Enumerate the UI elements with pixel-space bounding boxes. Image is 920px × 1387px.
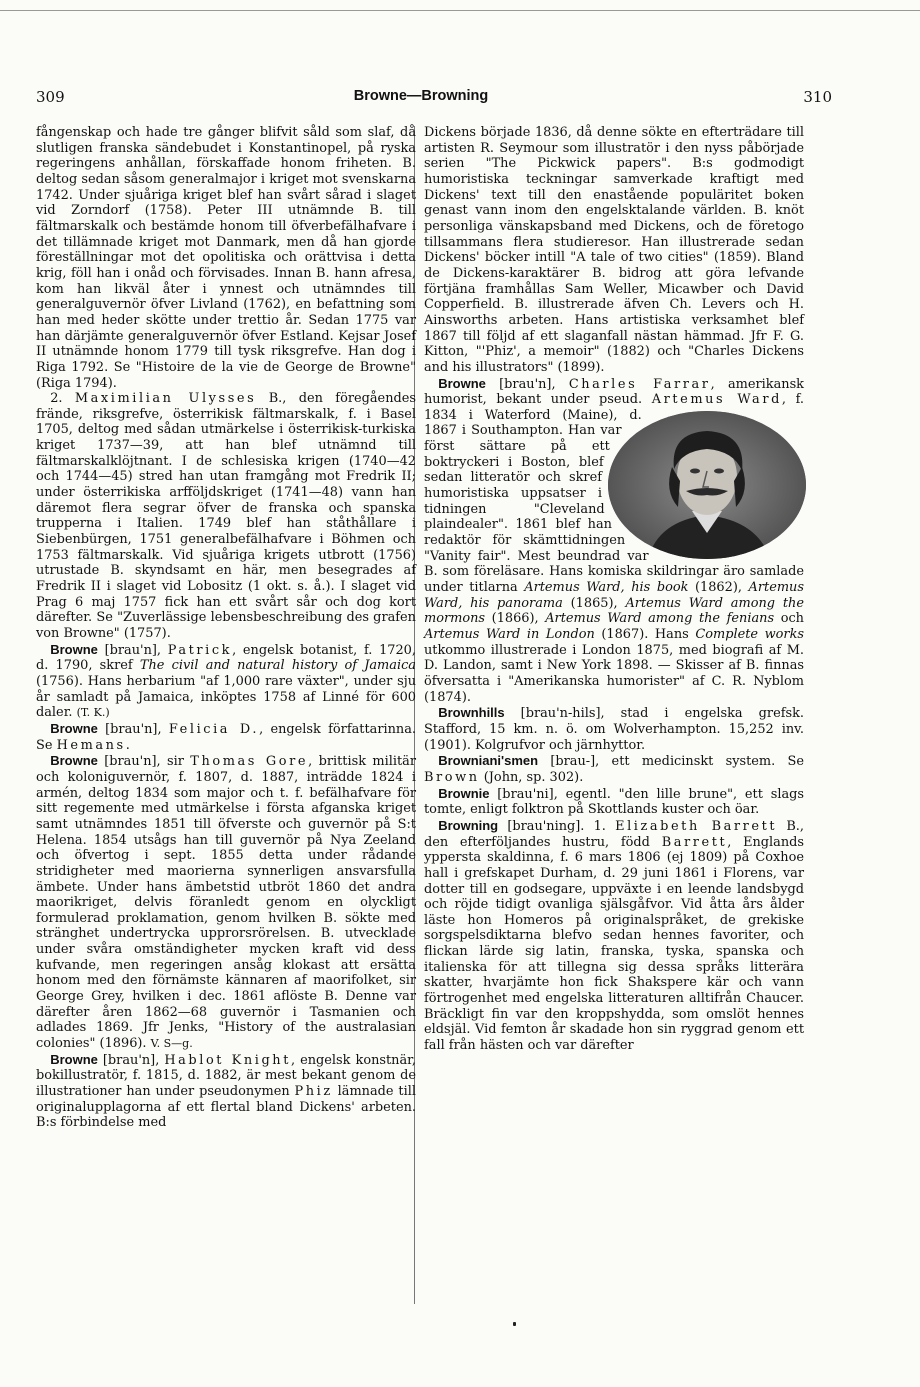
entry-patrick-browne: Browne [brau'n], Patrick, engelsk botanist, f. 1720, d. 1790, skref The civil and natural history of Jamaica (1756). Hans herbarium "af 1,000 rare växter", under sju år samladt på Jamaica, inköptes 1758 af Linné för 600 daler. (T. K.)	[36, 641, 416, 721]
entry-name: Thomas Gore	[190, 754, 309, 770]
entry-felicia-browne: Browne [brau'n], Felicia D., engelsk författarinna. Se Hemans.	[36, 720, 416, 753]
author-signature: V. S—g.	[150, 1037, 193, 1051]
entry-name: Charles Farrar	[568, 376, 711, 392]
page-header	[36, 88, 832, 110]
entry-thomas-gore-browne: Browne [brau'n], sir Thomas Gore, brittisk militär och koloniguvernör, f. 1807, d. 1887, inträdde 1824 i armén, deltog 1834 som major och t. f. befälhafvare för sitt regemente med utmärkelse i första afganska kriget samt utnämndes 1851 till öfverste och guvernör på S:t Helena. 1854 utsågs han till guvernör på Nya Zeeland och öfvertog i sept. 1855 detta under rådande stridigheter med maorierna synnerligen ansvarsfulla ämbete. Under hans ämbetstid utbröt 1860 det andra maorikriget, delvis föranledt genom en olyckligt formulerad proklamation, genom hvilken B. sökte med stränghet undertrycka upprorsrörelsen. B. utvecklade under svåra omständigheter mycken kraft vid dess kufvande, men regeringen ansåg klokast att ersätta honom med den förnämste kännaren af maorifolket, sir George Grey, hvilken i dec. 1861 aflöste B. Denne var därefter åren 1862—68 guvernör i Tasmanien och adlades 1869. Jfr Jenks, "History of the australasian colonies" (1896). V. S—g.	[36, 753, 417, 1052]
entry-brownie: Brownie [brau'ni], egentl. "den lille brune", ett slags tomte, enligt folktron på Skottlands kuster och öar.	[424, 785, 804, 818]
work-title: Artemus Ward, his book	[524, 580, 689, 596]
work-title: The civil and natural history of Jamaica	[139, 658, 416, 674]
entry-name: Hablot Knight	[164, 1052, 291, 1068]
running-title: Browne—Browning	[353, 88, 489, 104]
entry-brownianismen: Browniani'smen [brau-], ett medicinskt system. Se Brown (John, sp. 302).	[424, 753, 804, 785]
portrait-icon	[608, 411, 806, 559]
headword: Browne	[50, 641, 98, 657]
work-title: Artemus Ward among the fenians	[545, 611, 775, 627]
top-rule	[0, 10, 920, 11]
pseudonym: Phiz	[294, 1084, 333, 1100]
headword: Brownhills	[438, 705, 505, 721]
cross-reference: Hemans	[56, 737, 126, 753]
headword: Browne	[438, 375, 486, 391]
author-signature: (T. K.)	[76, 706, 110, 720]
right-column	[424, 125, 804, 1054]
page-number-right: 310	[803, 88, 832, 106]
pseudonym: Artemus Ward	[651, 392, 782, 408]
left-column	[36, 125, 416, 1131]
maiden-name: Barrett	[661, 834, 728, 850]
cross-reference: Brown	[424, 769, 480, 785]
entry-name: Patrick	[167, 642, 233, 658]
entry-hablot-knight-browne: Browne [brau'n], Hablot Knight, engelsk konstnär, bokillustratör, f. 1815, d. 1882, är mest bekant genom de illustrationer han under pseudonymen Phiz lämnade till originalupplagorna af ett flertal bland Dickens' arbeten. B:s förbindelse med	[36, 1051, 417, 1131]
entry-name: Felicia D.	[168, 721, 260, 737]
entry-charles-farrar-browne: Browne [brau'n], Charles Farrar, amerikansk humorist, bekant under pseud. Artemus Ward , f. 1834 i Waterford (Maine), d. 1867 i Southampton. Han var först sättare på ett boktryckeri i Boston, blef sedan litteratör och skref humoristiska uppsatser i tidningen "Cleveland plaindealer". 1861 blef han redaktör för skämttidningen "Vanity fair". Mest beundrad var B. som föreläsare. Hans komiska skildringar äro samlade under titlarna Artemus Ward, his book (1862), Artemus Ward, his panorama (1865), Artemus Ward among the mormons (1866), Artemus Ward among the fenians och Artemus Ward in London (1867). Hans Complete works utkommo illustrerade i London 1875, med biografi af M. D. Landon, samt i New York 1898. — Skisser af B. finnas öfversatta i "Amerikanska humorister" af C. R. Nyblom (1874).	[424, 375, 804, 705]
footer-mark	[513, 1322, 516, 1326]
entry-continuation-george-browne: fångenskap och hade tre gånger blifvit såld som slaf, då slutligen franska sändebudet i Konstantinopel, på ryska regeringens anhållan, förskaffade honom friheten. B. deltog sedan såsom generalmajor i kriget mot svenskarna 1742. Under sjuåriga kriget blef han svårt sårad i slaget vid Zorndorf (1758). Peter III utnämnde B. till fältmarskalk och bestämde honom till öfverbefälhafvare i det tillämnade kriget mot Danmark, men då han gjorde föreställningar mot det opolitiska och orättvisa i detta krig, föll han i onåd och förvisades. Innan B. hann afresa, kom han likväl åter i ynnest och utnämndes till generalguvernör öfver Livland (1762), en befattning som han med heder skötte under trettio år. Sedan 1775 var han därjämte generalguvernör öfver Estland. Kejsar Josef II utnämnde honom 1779 till tysk riksgrefve. Han dog i Riga 1792. Se "Histoire de la vie de George de Browne" (Riga 1794).	[36, 125, 416, 391]
headword: Browne	[50, 1051, 98, 1067]
entry-browning: Browning [brau'ning]. 1. Elizabeth Barrett B., den efterföljandes hustru, född Barrett, Englands yppersta skaldinna, f. 6 mars 1806 (ej 1809) på Coxhoe hall i grefskapet Durham, d. 29 juni 1861 i Florens, var dotter till en godsegare, uppväxte i en leende landsbygd och röjde tidigt ovanliga själsgåfvor. Vid åtta års ålder läste hon Homeros på originalspråket, de grekiske sorgspelsdiktarna blefvo sedan hennes favoriter, och flickan lärde sig latin, franska, tyska, spanska och italienska för att tillegna sig dessa språks litterära skatter, hvarjämte hon fick Shakspere kär och vann förtrogenhet med engelska litteraturen alltifrån Chaucer. Bräckligt fin var den kroppshydda, som omslöt hennes eldsjäl. Vid femton år skadade hon sin ryggrad genom ett fall från hästen och var därefter	[424, 817, 805, 1054]
work-title: Artemus Ward among the mormons	[424, 595, 804, 627]
entry-brownhills: Brownhills [brau'n-hils], stad i engelska grefsk. Stafford, 15 km. n. ö. om Wolverhampton. 15,252 inv. (1901). Kolgrufvor och järnhyttor.	[424, 705, 804, 753]
work-title: Artemus Ward, his panorama	[424, 580, 804, 611]
work-title: Artemus Ward in London	[424, 627, 595, 642]
entry-name: Maximilian Ulysses	[74, 391, 257, 407]
headword: Browniani'smen	[438, 753, 539, 769]
work-title: Complete works	[695, 627, 804, 642]
headword: Browning	[438, 817, 499, 833]
headword: Browne	[50, 720, 98, 736]
page-number-left: 309	[36, 88, 65, 106]
headword: Brownie	[438, 785, 490, 801]
entry-continuation-hablot-knight-browne: Dickens började 1836, då denne sökte en efterträdare till artisten R. Seymour som illustratör i den nyss påbörjade serien "The Pickwick papers". B:s godmodigt humoristiska teckningar samverkade kraftigt med Dickens' text till den enastående populäritet boken genast vann inom den engelsktalande världen. B. knöt personliga vänskapsband med Dickens, och de företogo tillsammans flera studieresor. Han illustrerade sedan Dickens' böcker intill "A tale of two cities" (1859). Bland de Dickens-karaktärer B. bidrog att göra lefvande förtjäna framhållas Sam Weller, Micawber och David Copperfield. B. illustrerade äfven Ch. Levers och H. Ainsworths arbeten. Hans artistiska verksamhet blef 1867 till följd af ett slaganfall nästan hämmad. Jfr F. G. Kitton, "'Phiz', a memoir" (1882) och "Charles Dickens and his illustrators" (1899).	[424, 125, 804, 375]
headword: Browne	[50, 753, 98, 769]
entry-name: Elizabeth Barrett	[615, 818, 778, 834]
entry-maximilian-browne: 2. Maximilian Ulysses B., den föregåendes frände, riksgrefve, österrikisk fältmarskalk, f. i Basel 1705, deltog med sådan utmärkelse i österrikisk-turkiska kriget 1737—39, att han blef utnämnd till fältmarskalklöjtnant. I de schlesiska krigen (1740—42 och 1744—45) stred han utan framgång mot Fredrik II; under österrikiska arfföljdskriget (1741—48) vann han däremot flera segrar öfver de franska och spanska trupperna i Italien. 1749 blef han ståthållare i Siebenbürgen, 1751 generalbefälhafvare i Böhmen och 1753 fältmarskalk. Vid sjuåriga krigets utbrott (1756) utrustade B. skyndsamt en här, men besegrades af Fredrik II i slaget vid Lobositz (1 okt. s. å.). I slaget vid Prag 6 maj 1757 fick han ett svårt sår och dog kort därefter. Se "Zuverlässige lebensbeschreibung des grafen von Browne" (1757).	[36, 391, 416, 641]
